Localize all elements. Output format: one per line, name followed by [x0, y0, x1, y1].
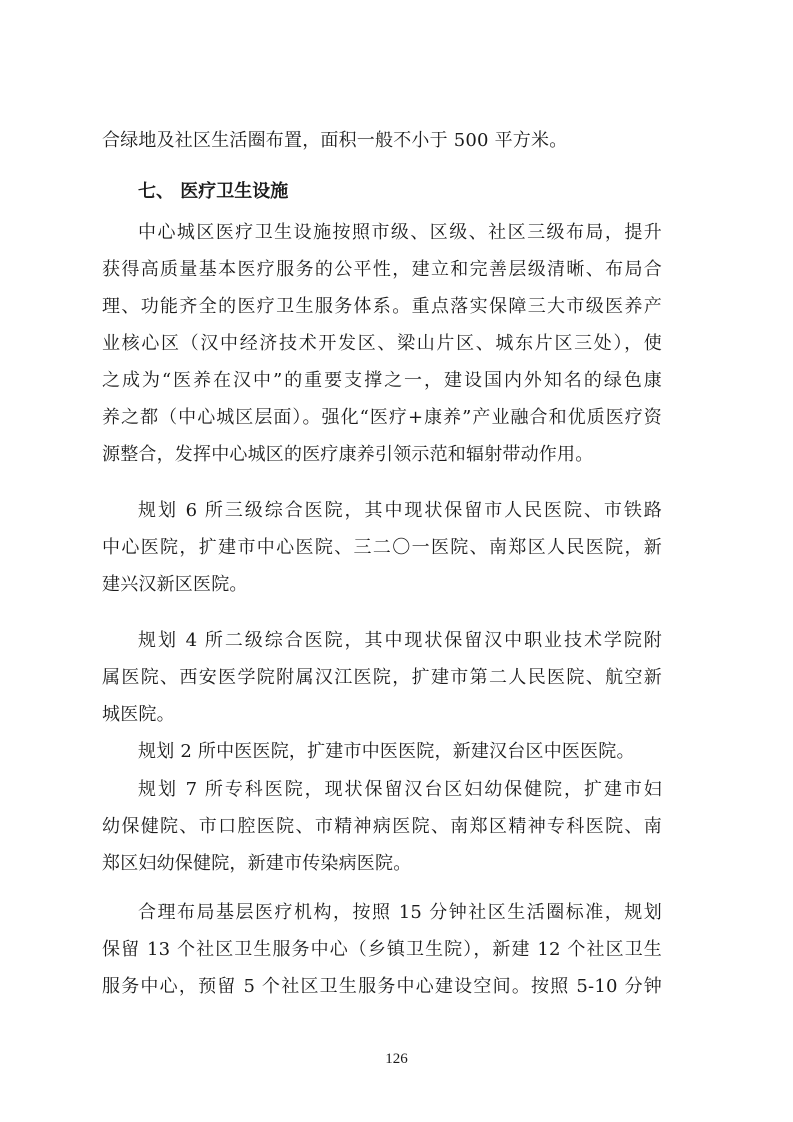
paragraph-line: 源整合，发挥中心城区的医疗康养引领示范和辐射带动作用。	[102, 444, 594, 465]
section-heading: 七、 医疗卫生设施	[138, 181, 289, 202]
paragraph-line: 建兴汉新区医院。	[102, 574, 248, 595]
paragraph-line: 合理布局基层医疗机构，按照 15 分钟社区生活圈标准，规划	[138, 902, 662, 923]
intro-line: 合绿地及社区生活圈布置，面积一般不小于 500 平方米。	[102, 130, 568, 151]
paragraph-line: 中心医院，扩建市中心医院、三二〇一医院、南郑区人民医院，新	[102, 537, 662, 558]
paragraph-line: 郑区妇幼保健院，新建市传染病医院。	[102, 853, 412, 874]
paragraph-line: 业核心区（汉中经济技术开发区、梁山片区、城东片区三处），使	[102, 333, 662, 354]
paragraph-line: 获得高质量基本医疗服务的公平性，建立和完善层级清晰、布局合	[102, 259, 662, 280]
paragraph-line: 服务中心，预留 5 个社区卫生服务中心建设空间。按照 5-10 分钟	[102, 976, 662, 997]
paragraph-line: 中心城区医疗卫生设施按照市级、区级、社区三级布局，提升	[138, 222, 662, 243]
paragraph-line: 规划 7 所专科医院，现状保留汉台区妇幼保健院，扩建市妇	[138, 779, 662, 800]
paragraph-line: 规划 6 所三级综合医院，其中现状保留市人民医院、市铁路	[138, 500, 662, 521]
paragraph-line: 养之都（中心城区层面）。强化“医疗+康养”产业融合和优质医疗资	[102, 407, 662, 428]
paragraph-line: 理、功能齐全的医疗卫生服务体系。重点落实保障三大市级医养产	[102, 296, 662, 317]
paragraph-line: 属医院、西安医学院附属汉江医院，扩建市第二人民医院、航空新	[102, 667, 662, 688]
paragraph-line: 城医院。	[102, 704, 175, 725]
paragraph-line: 规划 2 所中医医院，扩建市中医医院，新建汉台区中医医院。	[138, 741, 635, 762]
paragraph-line: 之成为“医养在汉中”的重要支撑之一，建设国内外知名的绿色康	[102, 370, 662, 391]
paragraph-line: 幼保健院、市口腔医院、市精神病医院、南郑区精神专科医院、南	[102, 816, 662, 837]
page-number: 126	[385, 1051, 408, 1067]
paragraph-line: 保留 13 个社区卫生服务中心（乡镇卫生院），新建 12 个社区卫生	[102, 939, 662, 960]
paragraph-line: 规划 4 所二级综合医院，其中现状保留汉中职业技术学院附	[138, 630, 662, 651]
